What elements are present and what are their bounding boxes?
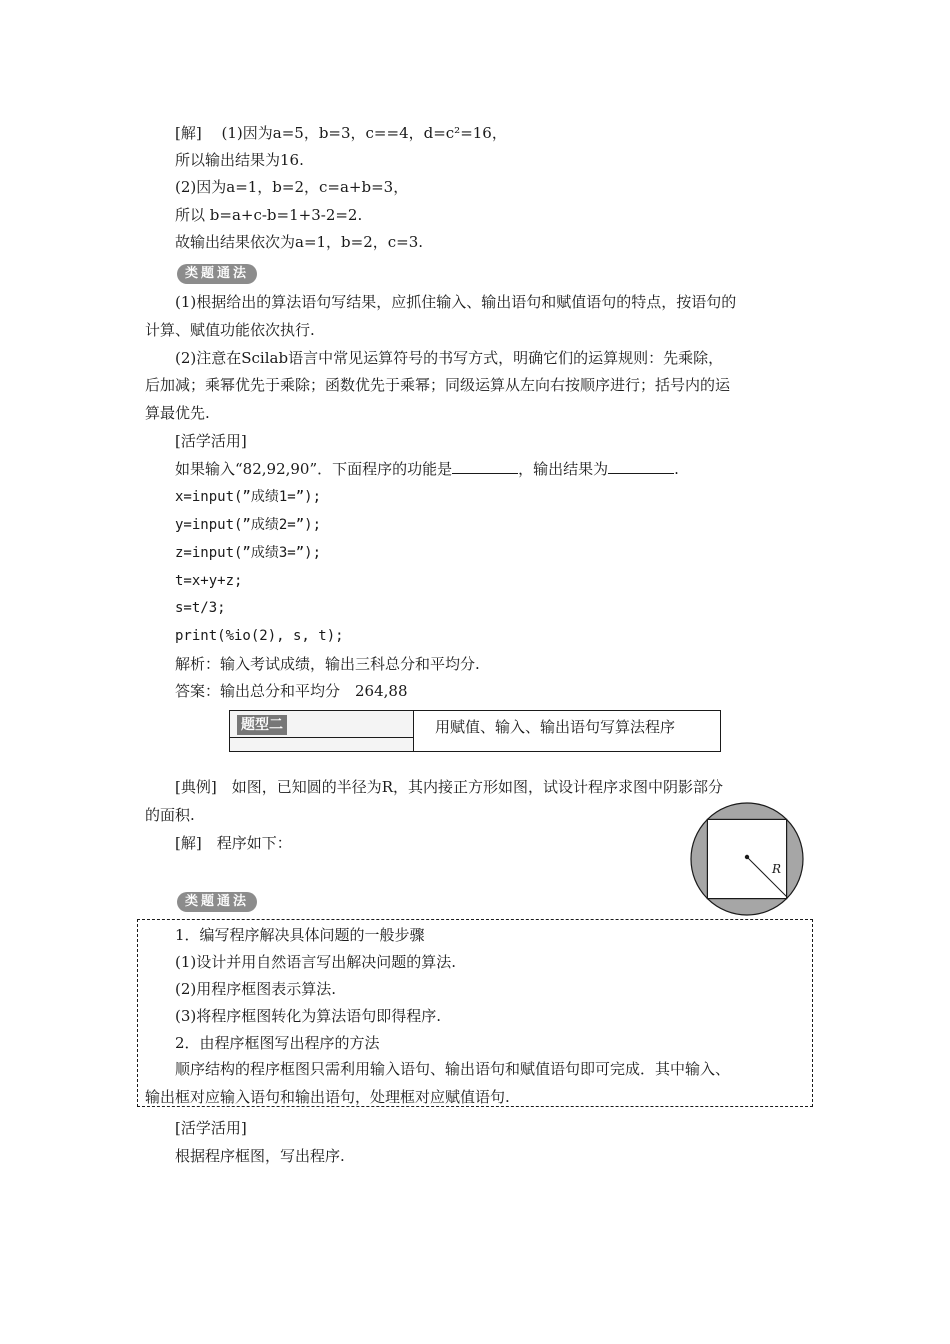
circle-square-figure (688, 800, 808, 920)
solution-label: [解] (175, 124, 202, 142)
solution-1-line-2: 所以输出结果为16. (175, 151, 304, 169)
answer-blank-1 (452, 459, 518, 474)
method-line-7: 输出框对应输入语句和输出语句，处理框对应赋值语句. (145, 1088, 510, 1106)
method-line-2: (1)设计并用自然语言写出解决问题的算法. (175, 953, 457, 971)
method-line-1: 1．编写程序解决具体问题的一般步骤 (175, 926, 425, 944)
solution-1-line-4: 所以 b=a+c-b=1+3-2=2. (175, 206, 363, 224)
code-line-3: z=input(”成绩3=”); (175, 545, 322, 561)
tips-badge-2: 类题通法 (177, 892, 257, 912)
topic-title: 用赋值、输入、输出语句写算法程序 (435, 718, 676, 736)
question-part-c: . (674, 460, 679, 478)
question-part-a: 如果输入“82,92,90”．下面程序的功能是 (175, 460, 453, 478)
practice-2-heading: [活学活用] (175, 1119, 247, 1137)
solution-1-line-1 (175, 123, 507, 143)
tips-1-paragraph-1-line-1: (1)根据给出的算法语句写结果，应抓住输入、输出语句和赋值语句的特点，按语句的 (175, 293, 737, 311)
method-line-3: (2)用程序框图表示算法. (175, 980, 337, 998)
code-line-4: t=x+y+z; (175, 573, 243, 589)
question-part-b: ，输出结果为 (518, 460, 609, 478)
practice-1-heading: [活学活用] (175, 432, 247, 450)
method-line-6: 顺序结构的程序框图只需利用输入语句、输出语句和赋值语句即可完成．其中输入、 (175, 1060, 731, 1078)
solution-1-line-3: (2)因为a=1，b=2，c=a+b=3， (175, 178, 409, 196)
code-line-6: print(%io(2), s, t); (175, 628, 344, 644)
method-line-4: (3)将程序框图转化为算法语句即得程序. (175, 1007, 442, 1025)
practice-1-question (175, 459, 679, 479)
topic-tag-underline (230, 737, 413, 738)
tips-1-paragraph-1-line-2: 计算、赋值功能依次执行. (145, 321, 315, 339)
tips-1-paragraph-2-line-1: (2)注意在Scilab语言中常见运算符号的书写方式，明确它们的运算规则：先乘除， (175, 349, 724, 367)
code-line-5: s=t/3; (175, 600, 226, 616)
topic-tag: 题型二 (237, 715, 287, 735)
topic-tag-panel (230, 711, 414, 751)
code-line-2: y=input(”成绩2=”); (175, 517, 322, 533)
answer-line: 答案：输出总分和平均分 264,88 (175, 682, 408, 700)
practice-2-question: 根据程序框图，写出程序. (175, 1147, 345, 1165)
answer-blank-2 (608, 459, 674, 474)
topic-header-box (229, 710, 721, 752)
example-line-2: 的面积. (145, 806, 195, 824)
tips-1-paragraph-2-line-2: 后加减；乘幂优先于乘除；函数优先于乘幂；同级运算从左向右按顺序进行；括号内的运 (145, 376, 731, 394)
tips-badge: 类题通法 (177, 264, 257, 284)
radius-label: R (772, 862, 782, 876)
code-line-1: x=input(”成绩1=”); (175, 489, 322, 505)
method-line-5: 2．由程序框图写出程序的方法 (175, 1034, 380, 1052)
solution-1-text: (1)因为a=5，b=3，c==4，d=c²=16， (221, 124, 507, 142)
analysis-line: 解析：输入考试成绩，输出三科总分和平均分. (175, 655, 480, 673)
example-line-1: [典例] 如图，已知圆的半径为R，其内接正方形如图，试设计程序求图中阴影部分 (175, 778, 724, 796)
tips-1-paragraph-2-line-3: 算最优先. (145, 404, 210, 422)
example-solution: [解] 程序如下： (175, 834, 292, 852)
solution-1-line-5: 故输出结果依次为a=1，b=2，c=3. (175, 233, 424, 251)
center-point (745, 855, 749, 859)
